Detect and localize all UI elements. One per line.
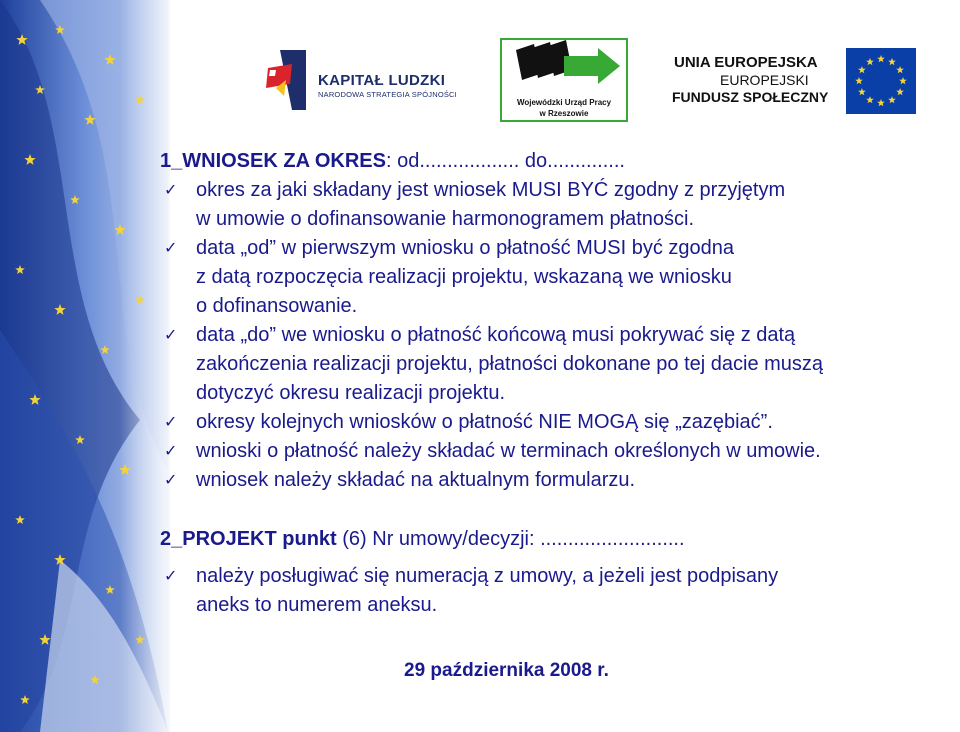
list-item-text: dotyczyć okresu realizacji projektu. [196, 382, 506, 404]
eu-flag-icon [846, 48, 916, 114]
list-item-text: data „od” w pierwszym wniosku o płatność MUSI być zgodna [196, 237, 735, 259]
list-item-text: aneks to numerem aneksu. [196, 594, 438, 616]
check-icon: ✓ [164, 568, 178, 585]
list-item-text: należy posługiwać się numeracją z umowy, a jeżeli jest podpisany [196, 565, 779, 587]
check-icon: ✓ [164, 472, 178, 489]
section1-item-2-line-2 [160, 263, 958, 292]
section2-item-1-line-2 [160, 591, 958, 620]
check-icon: ✓ [164, 414, 178, 431]
kapital-ludzki-emblem-icon [262, 50, 312, 110]
section1-item-2 [160, 234, 958, 263]
section2-heading-contract: (6) Nr umowy/decyzji: .......................... [336, 528, 685, 550]
eu-fund-logo [660, 38, 920, 122]
section1-item-3-line-2 [160, 350, 958, 379]
list-item-text: z datą rozpoczęcia realizacji projektu, wskazaną we wniosku [196, 266, 732, 288]
eu-logo-line2: EUROPEJSKI [720, 72, 809, 88]
slide-content [160, 147, 958, 620]
slide-date: 29 października 2008 r. [404, 660, 609, 681]
check-icon: ✓ [164, 327, 178, 344]
check-icon: ✓ [164, 240, 178, 257]
kapital-ludzki-title: KAPITAŁ LUDZKI [318, 72, 446, 89]
section1-item-3-line-3 [160, 379, 958, 408]
check-icon: ✓ [164, 182, 178, 199]
wup-rzeszow-logo [500, 38, 628, 122]
section2-heading-title: 2_PROJEKT punkt [160, 528, 337, 550]
list-item-text: zakończenia realizacji projektu, płatności dokonane po tej dacie muszą [196, 353, 824, 375]
check-icon: ✓ [164, 443, 178, 460]
section1-item-3 [160, 321, 958, 350]
list-item-text: wniosek należy składać na aktualnym formularzu. [196, 469, 636, 491]
list-item-text: w umowie o dofinansowanie harmonogramem płatności. [196, 208, 695, 230]
list-item-text: okresy kolejnych wniosków o płatność NIE MOGĄ się „zazębiać”. [196, 411, 773, 433]
eu-logo-line1: UNIA EUROPEJSKA [674, 54, 818, 71]
list-item-text: wnioski o płatność należy składać w terminach określonych w umowie. [196, 440, 821, 462]
section1-heading [160, 147, 958, 176]
wup-emblem-icon [502, 40, 626, 96]
section1-item-1-line-2 [160, 205, 958, 234]
list-item-text: o dofinansowanie. [196, 295, 358, 317]
section2-heading [160, 525, 958, 554]
section1-item-2-line-3 [160, 292, 958, 321]
section1-heading-period: : od.................. do.............. [385, 150, 625, 172]
wup-name-line2: w Rzeszowie [539, 109, 589, 118]
section1-heading-title: 1_WNIOSEK ZA OKRES [160, 150, 386, 172]
kapital-ludzki-subtitle: NARODOWA STRATEGIA SPÓJNOŚCI [318, 90, 457, 99]
list-item-text: okres za jaki składany jest wniosek MUSI BYĆ zgodny z przyjętym [196, 179, 786, 201]
list-item-text: data „do” we wniosku o płatność końcową musi pokrywać się z datą [196, 324, 796, 346]
section1-item-5 [160, 437, 958, 466]
wup-name-line1: Wojewódzki Urząd Pracy [516, 98, 612, 107]
section1-item-1 [160, 176, 958, 205]
section1-item-4 [160, 408, 958, 437]
section1-list [160, 176, 958, 495]
section1-item-6 [160, 466, 958, 495]
kapital-ludzki-logo [262, 50, 462, 112]
section2-item-1 [160, 562, 958, 591]
section2-list [160, 562, 958, 620]
eu-logo-line3: FUNDUSZ SPOŁECZNY [672, 89, 829, 105]
